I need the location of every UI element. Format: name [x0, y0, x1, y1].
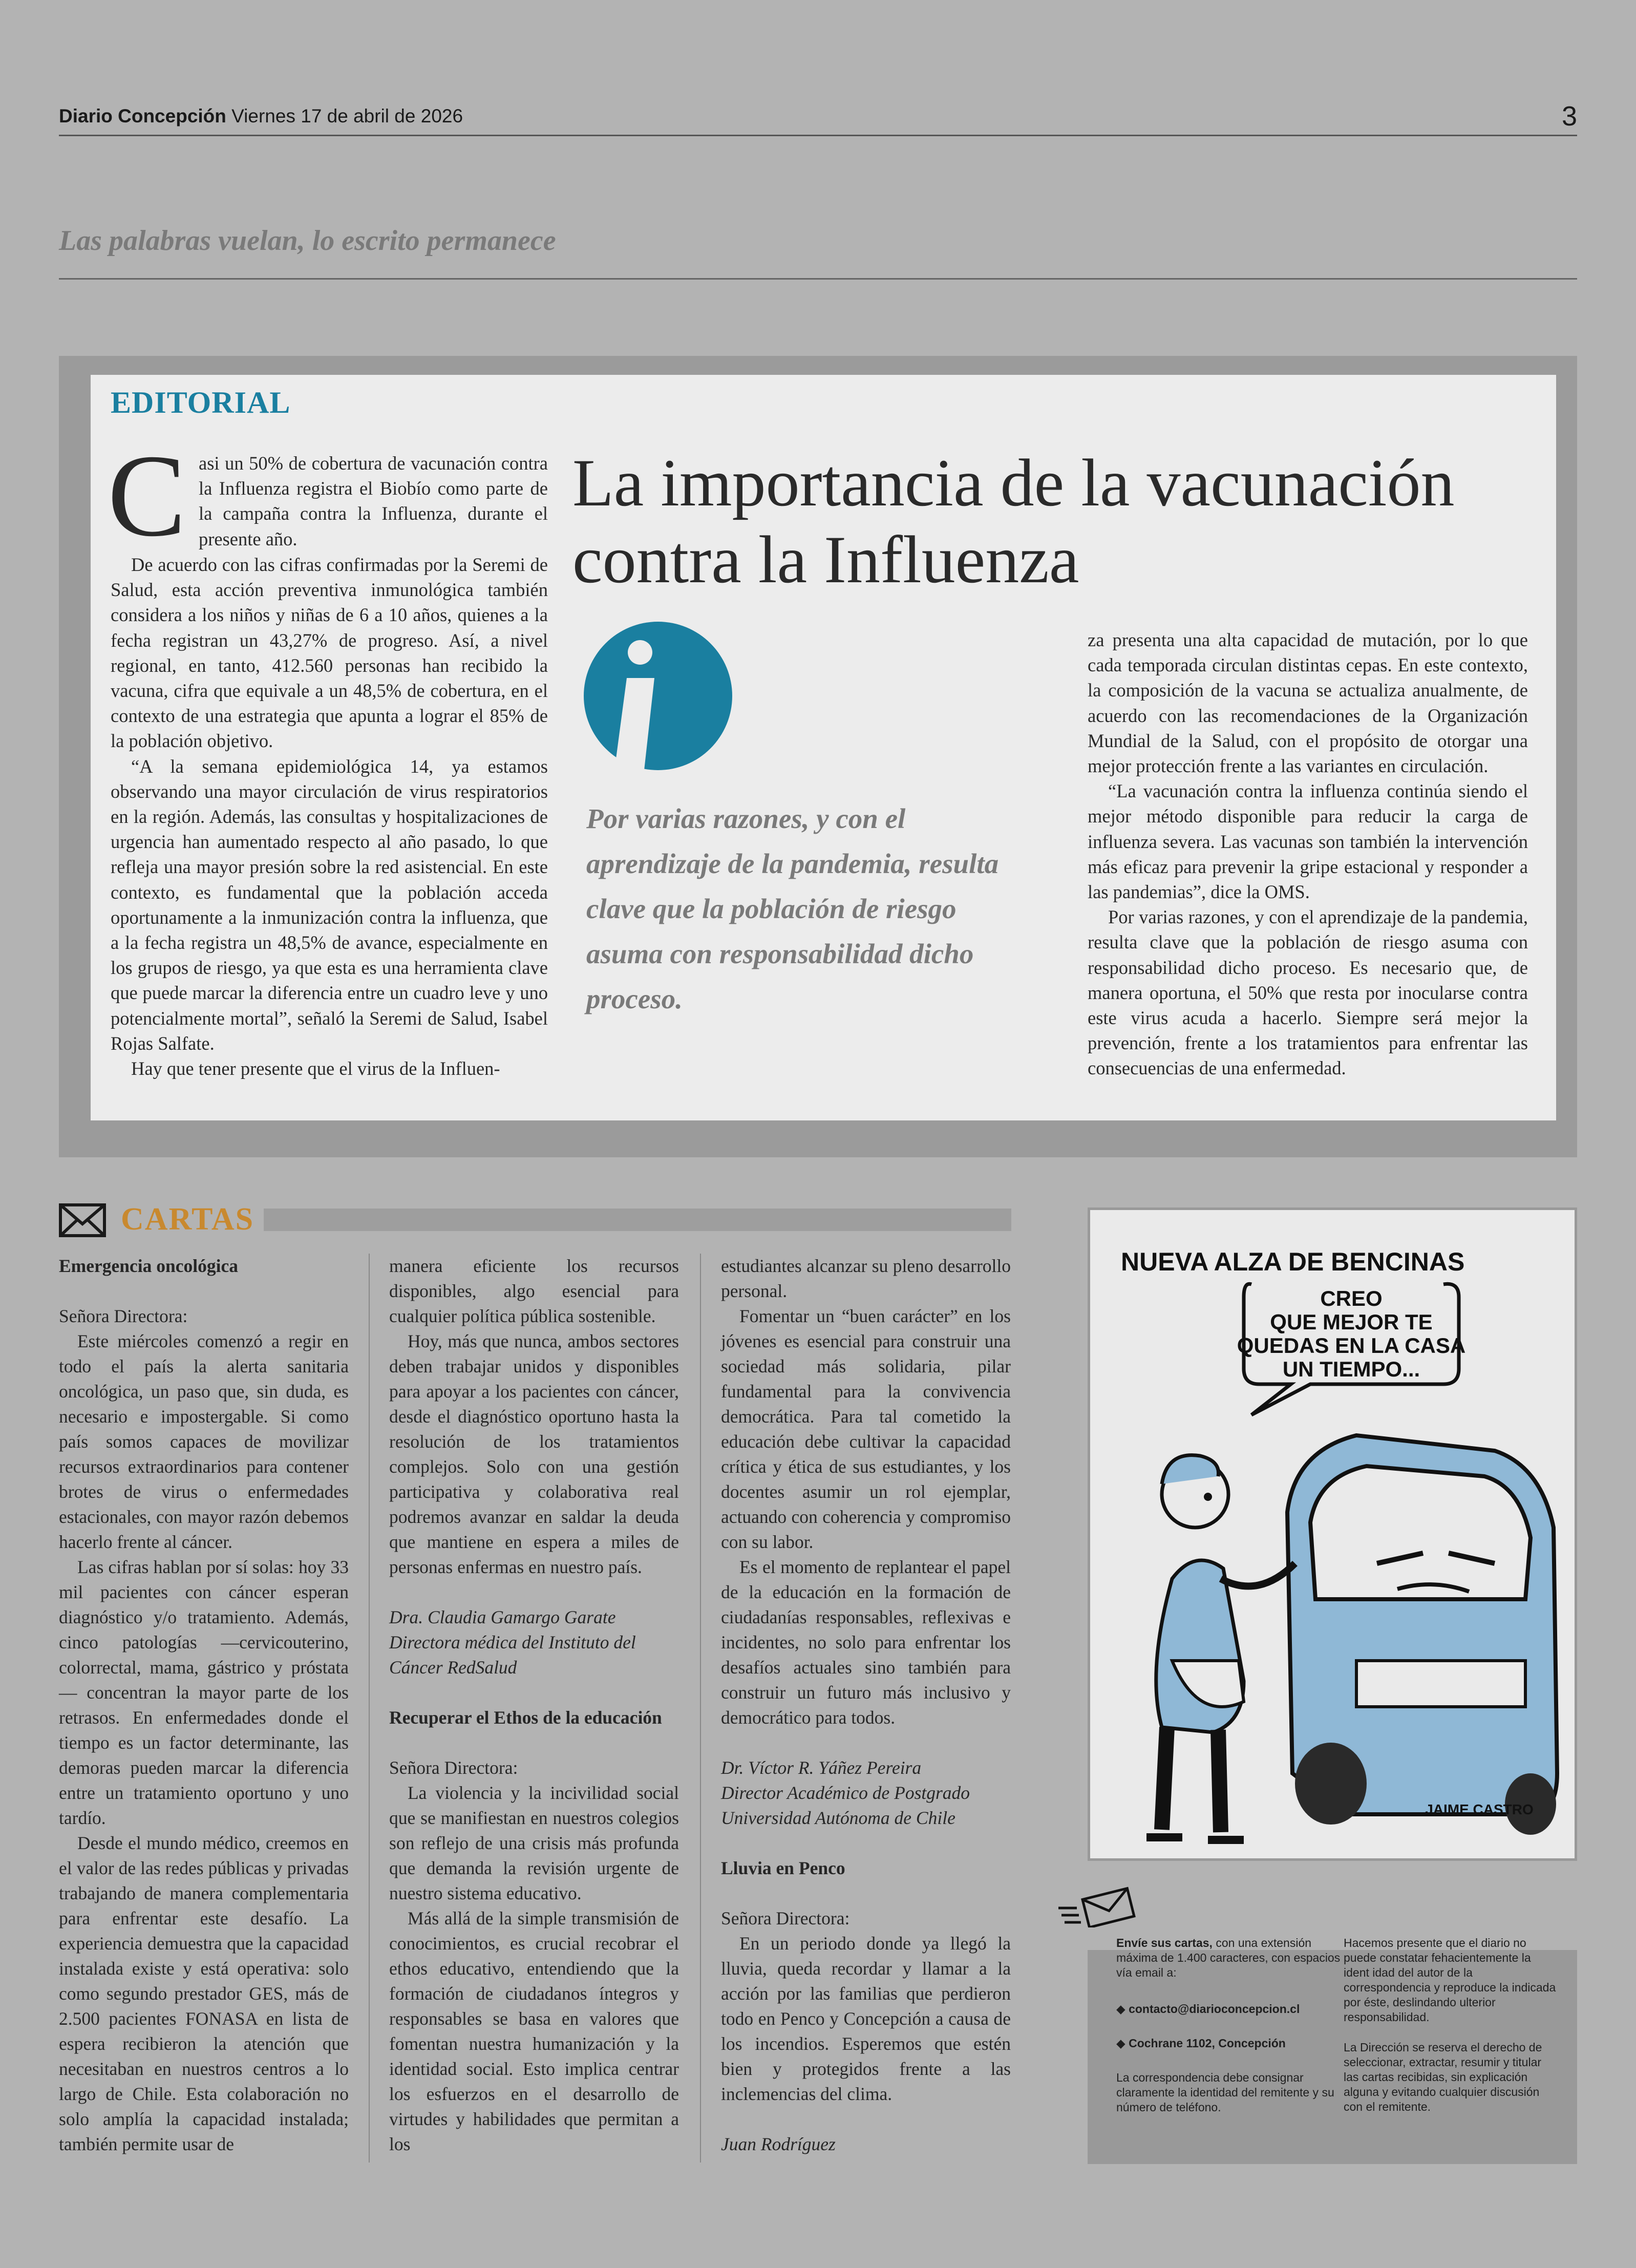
envelope-icon — [59, 1203, 106, 1237]
speech-line-2: QUE MEJOR TE — [1270, 1310, 1433, 1334]
letter-salutation: Señora Directora: — [389, 1757, 518, 1778]
editorial-column-1 — [111, 552, 548, 1081]
cartas-label: CARTAS — [121, 1202, 254, 1237]
cartoon-drawing — [1090, 1210, 1575, 1858]
contact-email[interactable]: ◆ contacto@diarioconcepcion.cl — [1116, 2002, 1300, 2016]
speech-line-3: QUEDAS EN LA CASA — [1237, 1333, 1466, 1358]
send-letter-icon — [1056, 1887, 1139, 1927]
letter-signature-name: Dr. Víctor R. Yáñez Pereira — [721, 1757, 922, 1778]
header-rule — [59, 135, 1577, 136]
cartoon-caption: NUEVA ALZA DE BENCINAS — [1121, 1247, 1465, 1276]
letter-signature-org: Cáncer RedSalud — [389, 1657, 517, 1678]
motto-rule — [59, 278, 1577, 280]
disclaimer-paragraph: Hacemos presente que el diario no puede constatar fehacientemente la ident idad del autor de la correspondencia y reproduce la indicada por éste, deslindando ulterior responsabilidad. — [1344, 1936, 1556, 2024]
brand-name: Diario Concepción — [59, 105, 226, 126]
editorial-paragraph: Hay que tener presente que el virus de la Influen- — [131, 1058, 500, 1079]
letter-paragraph: En un periodo donde ya llegó la lluvia, queda recordar y llamar a la acción por las familias que perdieron todo en Penco y Concepción a causa de los incendios. Esperemos que estén bien y protegidos frente a las inclemencias del clima. — [721, 1933, 1011, 2104]
letter-paragraph: La violencia y la incivilidad social que se manifiestan en nuestros colegios son reflejo de una crisis más profunda que demanda la revisión urgente de nuestro sistema educativo. — [389, 1783, 679, 1903]
letter-signature-name: Dra. Claudia Gamargo Garate — [389, 1607, 616, 1627]
speech-line-4: UN TIEMPO... — [1282, 1357, 1420, 1381]
letter-paragraph: estudiantes alcanzar su pleno desarrollo personal. — [721, 1256, 1011, 1301]
contact-intro-rest: con una extensión máxima de 1.400 caracteres, con espacios vía email a: — [1116, 1936, 1341, 1979]
contact-disclaimer — [1344, 1936, 1559, 2114]
letter-paragraph: Este miércoles comenzó a regir en todo el país la alerta sanitaria oncológica, un paso que, sin duda, es necesario e impostergable. Si como país somos capaces de movilizar recursos extraordinarios para contener brotes de virus o enfermedades estacionales, con mayor razón debemos hacerlo frente al cáncer. — [59, 1331, 349, 1552]
cartoonist-signature: JAIME CASTRO — [1425, 1801, 1534, 1817]
editorial-lead-text: asi un 50% de cobertura de vacunación contra la Influenza registra el Biobío como parte de la campaña contra la Influenza, durante el presente año. — [199, 453, 548, 549]
contact-intro-bold: Envíe sus cartas, — [1116, 1936, 1213, 1949]
editorial-lead — [199, 451, 548, 552]
letter-signature-title: Directora médica del Instituto del — [389, 1632, 636, 1652]
letter-paragraph: manera eficiente los recursos disponibles, algo esencial para cualquier política pública sostenible. — [389, 1256, 679, 1326]
letter-paragraph: Más allá de la simple transmisión de conocimientos, es crucial recobrar el ethos educativo, entendiendo que la formación de ciudadanos íntegros y responsables se basa en valores que fomentan nuestra humanización y la identidad social. Esto implica centrar los esfuerzos en el desarrollo de virtudes y habilidades que permitan a los — [389, 1908, 679, 2154]
contact-address: ◆ Cochrane 1102, Concepción — [1116, 2037, 1286, 2050]
masthead — [59, 105, 463, 127]
column-divider — [369, 1254, 370, 2163]
section-motto: Las palabras vuelan, lo escrito permanece — [59, 225, 556, 257]
editorial-paragraph: za presenta una alta capacidad de mutación, por lo que cada temporada circulan distintas cepas. En este contexto, la composición de la vacuna se actualiza anualmente, de acuerdo con las recomendaciones de la Organización Mundial de la Salud, con el propósito de otorgar una mejor protección frente a las variantes en circulación. — [1088, 629, 1528, 777]
contact-intro — [1116, 1936, 1342, 1980]
letters-column-2 — [389, 1254, 679, 2157]
letters-column-3 — [721, 1254, 1011, 2157]
letter-salutation: Señora Directora: — [59, 1306, 188, 1326]
contact-note: La correspondencia debe consignar claramente la identidad del remitente y su número de teléfono. — [1116, 2071, 1334, 2114]
letters-column-1 — [59, 1254, 349, 2157]
speech-line-1: CREO — [1320, 1286, 1383, 1310]
cartas-bar — [264, 1209, 1011, 1231]
letter-paragraph: Fomentar un “buen carácter” en los jóvenes es esencial para construir una sociedad más solidaria, pilar fundamental para la convivencia democrática. Para tal cometido la educación debe cultivar la capacidad crítica y ética de sus estudiantes, y los docentes asumir un rol ejemplar, actuando con coherencia y compromiso con su labor. — [721, 1306, 1011, 1552]
letter-heading: Emergencia oncológica — [59, 1256, 238, 1276]
editorial-column-3 — [1088, 627, 1528, 1081]
page-number: 3 — [1561, 101, 1577, 132]
editorial-label: EDITORIAL — [111, 386, 291, 419]
letter-signature-title: Director Académico de Postgrado — [721, 1783, 970, 1803]
disclaimer-paragraph: La Dirección se reserva el derecho de seleccionar, extractar, resumir y titular las cartas recibidas, sin explicación alguna y evitando cualquier discusión con el remitente. — [1344, 2041, 1542, 2113]
info-icon — [584, 622, 732, 770]
letter-paragraph: Las cifras hablan por sí solas: hoy 33 mil pacientes con cáncer esperan diagnóstico y/o tratamiento. Además, cinco patologías —cervicouterino, colorrectal, mama, gástrico y próstata— concentran la mayor parte de los retrasos. En enfermedades donde el tiempo es un factor determinante, las demoras pueden marcar la diferencia entre un tratamiento oportuno y uno tardío. — [59, 1557, 349, 1828]
editorial-headline: La importancia de la vacunación contra la Influenza — [572, 445, 1455, 597]
editorial-cartoon — [1088, 1207, 1577, 1861]
letter-paragraph: Desde el mundo médico, creemos en el valor de las redes públicas y privadas trabajando de manera complementaria para enfrentar este desafío. La experiencia demuestra que la capacidad instalada existe y está operativa: solo como segundo prestador GES, más de 2.500 pacientes FONASA en lista de espera recibieron la atención que necesitaban en nuestros centros a lo largo de Chile. Esta colaboración no solo amplía la capacidad instalada; también permite usar de — [59, 1833, 349, 2154]
letter-heading: Recuperar el Ethos de la educación — [389, 1707, 662, 1728]
editorial-paragraph: De acuerdo con las cifras confirmadas por la Seremi de Salud, esta acción preventiva inmunológica también considera a los niños y niñas de 6 a 10 años, quienes a la fecha registran un 43,27% de progreso. Así, a nivel regional, en tanto, 412.560 personas han recibido la vacuna, cifra que equivale a un 48,5% de cobertura, en el contexto de una estrategia que apunta a lograr el 85% de la población objetivo. — [111, 554, 548, 752]
editorial-paragraph: Por varias razones, y con el aprendizaje de la pandemia, resulta clave que la población de riesgo asuma con responsabilidad dicho proceso. Es necesario que, de manera oportuna, el 50% que resta por inocularse contra este virus acuda a hacerlo. Siempre será mejor la prevención, frente a los tratamientos para enfrentar las consecuencias de una enfermedad. — [1088, 906, 1528, 1079]
letter-paragraph: Es el momento de replantear el papel de la educación en la formación de ciudadanías responsables, reflexivas e incidentes, no solo para enfrentar los desafíos actuales sino también para construir un futuro más inclusivo y democrático para todos. — [721, 1557, 1011, 1728]
editorial-paragraph: “La vacunación contra la influenza continúa siendo el mejor método disponible para reducir la carga de influenza severa. Las vacunas son también la intervención más eficaz para prevenir la gripe estacional y responder a las pandemias”, dice la OMS. — [1088, 780, 1528, 903]
letter-salutation: Señora Directora: — [721, 1908, 850, 1928]
column-divider — [700, 1254, 701, 2163]
letter-paragraph: Hoy, más que nunca, ambos sectores deben trabajar unidos y disponibles para apoyar a los pacientes con cáncer, desde el diagnóstico oportuno hasta la resolución de los tratamientos complejos. Solo con una gestión participativa y colaborativa real podremos avanzar en saldar la deuda que mantiene en espera a miles de personas enfermas en nuestro país. — [389, 1331, 679, 1577]
pull-quote: Por varias razones, y con el aprendizaje de la pandemia, resulta clave que la población de riesgo asuma con responsabilidad dicho proceso. — [586, 803, 999, 1014]
letter-signature-org: Universidad Autónoma de Chile — [721, 1808, 955, 1828]
editorial-paragraph: “A la semana epidemiológica 14, ya estamos observando una mayor circulación de virus respiratorios en la región. Además, las consultas y hospitalizaciones de urgencia han aumentado respecto al año pasado, lo que refleja una mayor presión sobre la red asistencial. En este contexto, es fundamental que la población acceda oportunamente a la inmunización contra la influenza, que a la fecha registra un 48,5% de avance, especialmente en los grupos de riesgo, ya que esta es una herramienta clave que puede marcar la diferencia entre un cuadro leve y uno potencialmente mortal”, señaló la Seremi de Salud, Isabel Rojas Salfate. — [111, 755, 548, 1054]
letter-heading: Lluvia en Penco — [721, 1858, 845, 1878]
contact-instructions — [1116, 1936, 1342, 2115]
issue-date: Viernes 17 de abril de 2026 — [231, 105, 463, 126]
letter-signature-name: Juan Rodríguez — [721, 2134, 836, 2154]
drop-cap: C — [108, 430, 186, 561]
